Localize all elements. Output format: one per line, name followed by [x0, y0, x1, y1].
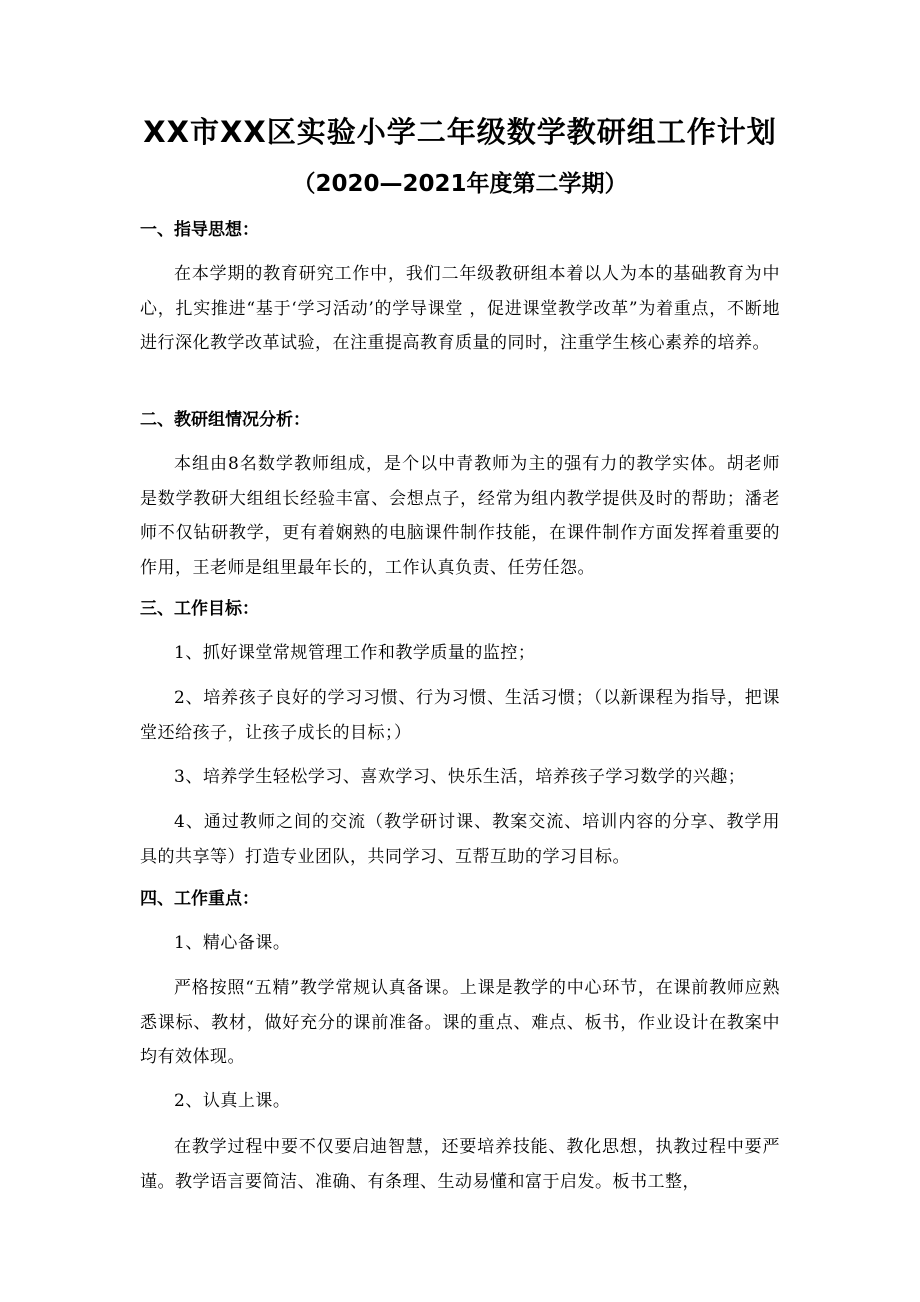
- list-item: 1、精心备课。: [174, 933, 291, 953]
- document-title: XX市XX区实验小学二年级数学教研组工作计划: [143, 115, 777, 149]
- list-item: 1、抓好课堂常规管理工作和教学质量的监控；: [174, 643, 536, 663]
- section-paragraph: 在本学期的教育研究工作中，我们二年级教研组本着以人为本的基础教育为中心，扎实推进“基于‘学习活动’的学导课堂 ，促进课堂教学改革”为着重点，不断地进行深化教学改革试验，在注重提高教育质量的同时，注重学生核心素养的培养。: [140, 264, 780, 353]
- section-heading-work-goals: 三、工作目标：: [140, 599, 259, 619]
- list-item: 3、培养学生轻松学习、喜欢学习、快乐生活，培养孩子学习数学的兴趣；: [174, 767, 746, 787]
- list-item: 2、认真上课。: [174, 1091, 291, 1111]
- list-item: 在教学过程中要不仅要启迪智慧，还要培养技能、教化思想，执教过程中要严谨。教学语言要简洁、准确、有条理、生动易懂和富于启发。板书工整，: [140, 1137, 780, 1192]
- list-item: 严格按照“五精”教学常规认真备课。上课是教学的中心环节，在课前教师应熟悉课标、教材，做好充分的课前准备。课的重点、难点、板书，作业设计在教案中均有效体现。: [140, 978, 780, 1067]
- section-heading-work-focus: 四、工作重点：: [140, 889, 259, 909]
- list-item: 2、培养孩子良好的学习习惯、行为习惯、生活习惯；（以新课程为指导，把课堂还给孩子，让孩子成长的目标；）: [140, 688, 780, 743]
- list-item: 4、通过教师之间的交流（教学研讨课、教案交流、培训内容的分享、教学用具的共享等）打造专业团队，共同学习、互帮互助的学习目标。: [140, 812, 780, 867]
- section-heading-guiding-ideology: 一、指导思想：: [140, 220, 259, 240]
- section-paragraph: 本组由8名数学教师组成，是个以中青教师为主的强有力的教学实体。胡老师是数学教研大组组长经验丰富、会想点子，经常为组内教学提供及时的帮助；潘老师不仅钻研教学，更有着娴熟的电脑课件制作技能，在课件制作方面发挥着重要的作用，王老师是组里最年长的，工作认真负责、任劳任怨。: [140, 454, 780, 578]
- section-heading-group-analysis: 二、教研组情况分析：: [140, 410, 310, 430]
- document-subtitle: （2020—2021年度第二学期）: [292, 171, 628, 197]
